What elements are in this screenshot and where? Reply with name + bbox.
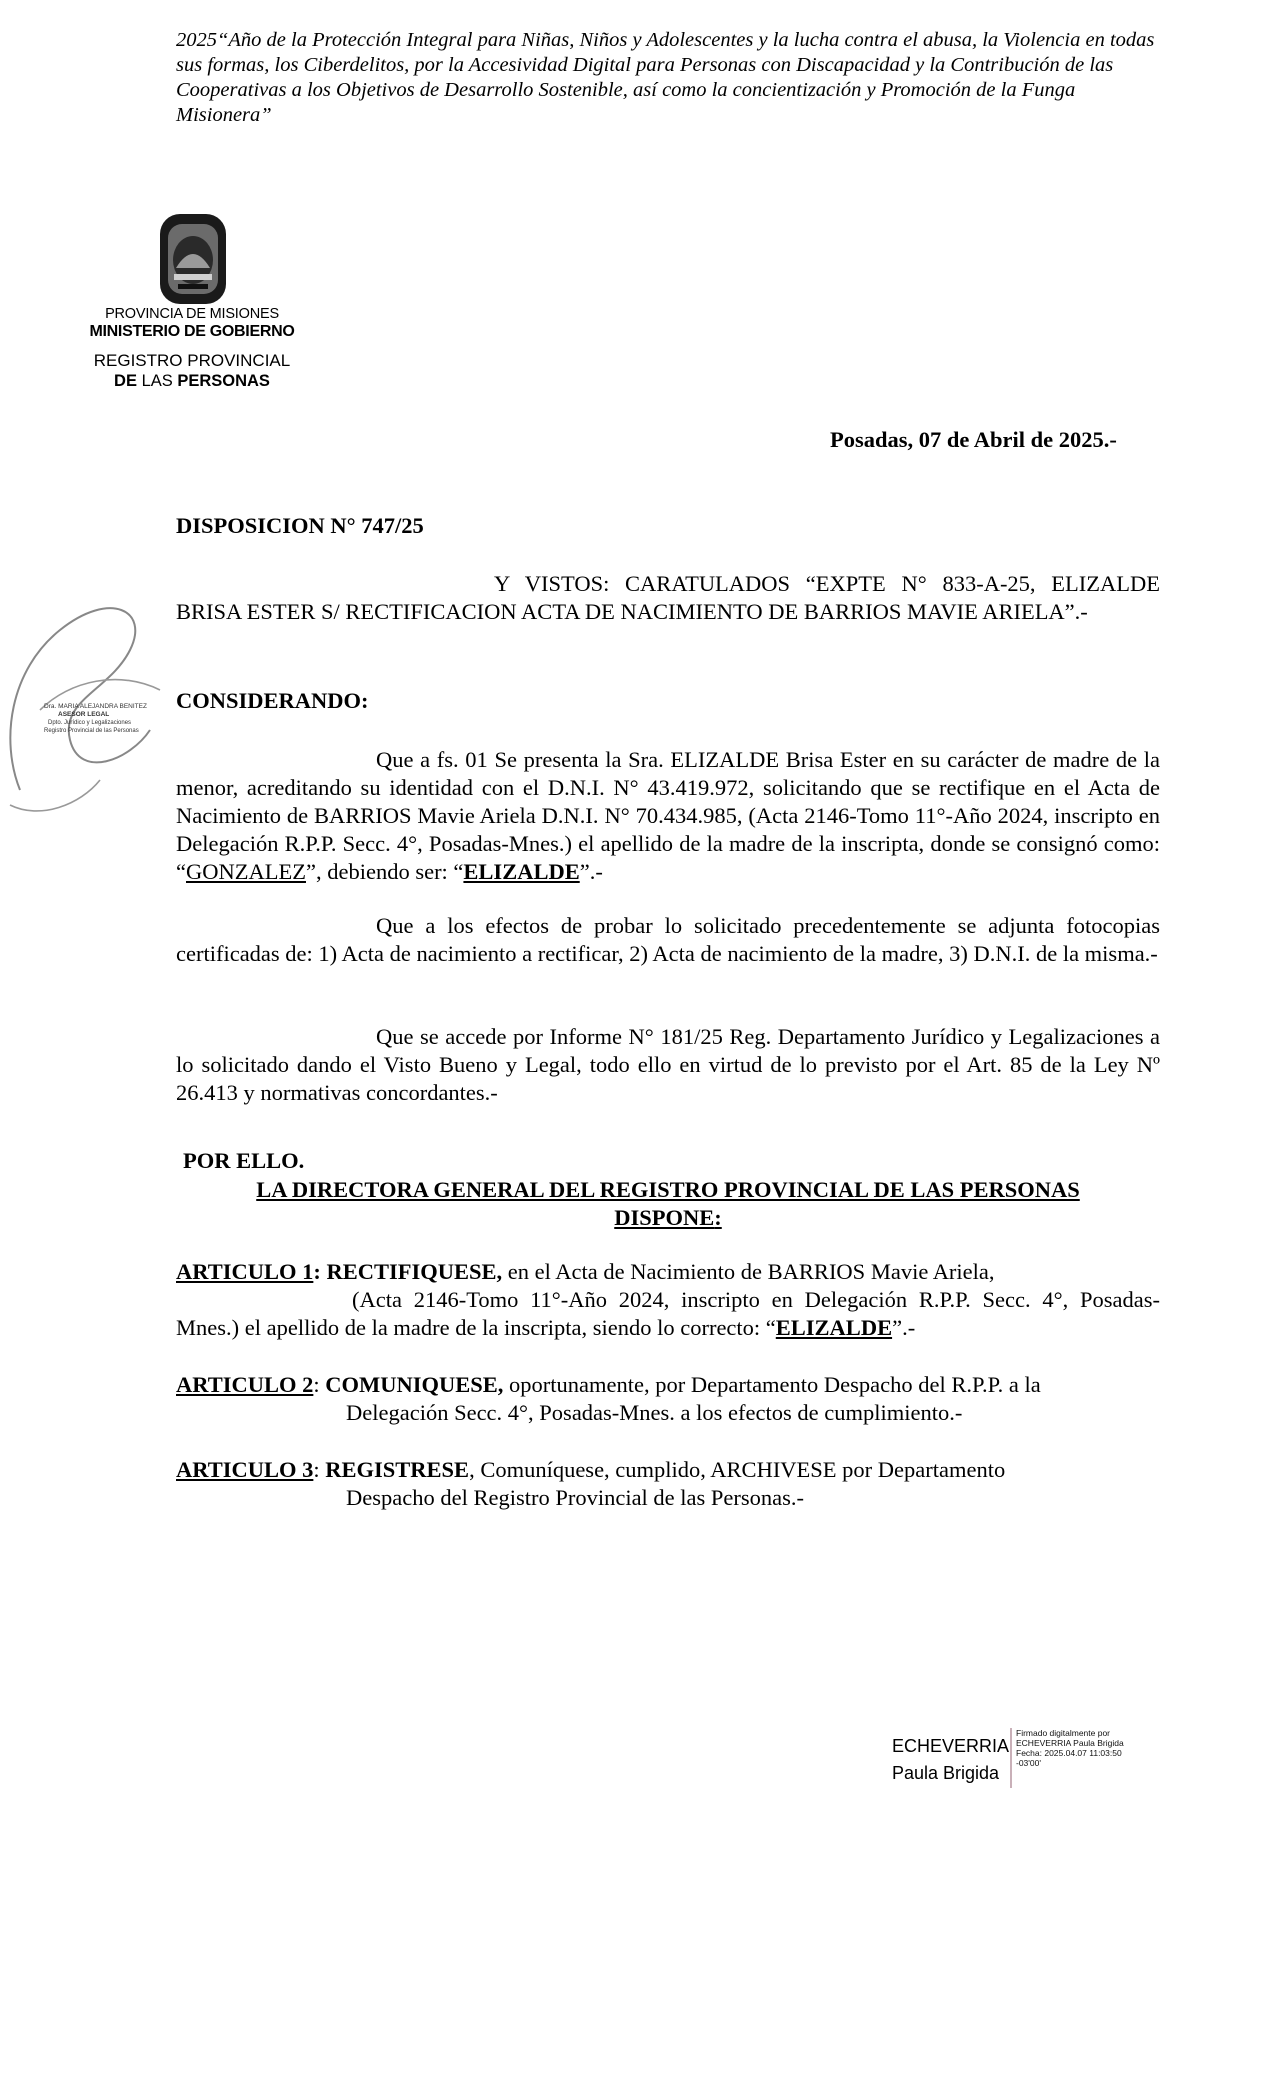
- handwritten-signature-stamp: [0, 590, 170, 820]
- correct-surname: ELIZALDE: [463, 859, 580, 884]
- signer-given-names: Paula Brigida: [892, 1763, 1000, 1783]
- header-motto: 2025“Año de la Protección Integral para Niñas, Niños y Adolescentes y la lucha contra el abusa, la Violencia en todas sus formas, los Ciberdelitos, por la Accesividad Digital para Personas con Discapacidad y la Contribución de las Cooperativas a los Objetivos de Desarrollo Sostenible, así como la concientización y Promoción de la Funga Misionera”: [176, 29, 1155, 126]
- considerando-paragraph-1: Que a fs. 01 Se presenta la Sra. ELIZALDE Brisa Ester en su carácter de madre de la menor, acreditando su identidad con el D.N.I. N° 43.419.972, solicitando que se rectifique en el Acta de Nacimiento de BARRIOS Mavie Ariela D.N.I. N° 70.434.985, (Acta 2146-Tomo 11°-Año 2024, inscripto en Delegación R.P.P. Secc. 4°, Posadas-Mnes.) el apellido de la madre de la inscripta, donde se consignó como: “GONZALEZ”, debiendo ser: “ELIZALDE”.-: [176, 747, 1160, 884]
- stamp-line-3: Dpto. Jurídico y Legalizaciones: [48, 720, 132, 726]
- stamp-line-2: ASESOR LEGAL: [58, 711, 110, 718]
- article-2: ARTICULO 2: COMUNIQUESE, oportunamente, por Departamento Despacho del R.P.P. a la Delegación Secc. 4°, Posadas-Mnes. a los efectos de cumplimiento.-: [176, 1372, 1041, 1425]
- disposicion-number: DISPOSICION N° 747/25: [176, 513, 424, 538]
- vistos-paragraph: Y VISTOS: CARATULADOS “EXPTE N° 833-A-25, ELIZALDE BRISA ESTER S/ RECTIFICACION ACTA DE NACIMIENTO DE BARRIOS MAVIE ARIELA”.-: [176, 571, 1160, 624]
- province-label: PROVINCIA DE MISIONES: [105, 306, 279, 322]
- registry-sublabel: DE LAS PERSONAS: [114, 372, 270, 390]
- considerando-paragraph-2: Que a los efectos de probar lo solicitado precedentemente se adjunta fotocopias certificadas de: 1) Acta de nacimiento a rectificar, 2) Acta de nacimiento de la madre, 3) D.N.I. de la misma.-: [176, 913, 1160, 966]
- signature-divider: [1010, 1728, 1012, 1788]
- considerando-paragraph-3: Que se accede por Informe N° 181/25 Reg. Departamento Jurídico y Legalizaciones a lo solicitado dando el Visto Bueno y Legal, todo ello en virtud de lo previsto por el Art. 85 de la Ley Nº 26.413 y normativas concordantes.-: [176, 1024, 1160, 1105]
- por-ello: POR ELLO.: [183, 1148, 305, 1173]
- stamp-line-1: Dra. MARIA ALEJANDRA BENITEZ: [44, 703, 147, 710]
- registry-label: REGISTRO PROVINCIAL: [93, 351, 291, 370]
- provincial-seal-icon: [138, 210, 248, 310]
- signer-surname: ECHEVERRIA: [892, 1736, 1010, 1756]
- article-3: ARTICULO 3: REGISTRESE, Comuníquese, cumplido, ARCHIVESE por Departamento Despacho del Registro Provincial de las Personas.-: [176, 1457, 1006, 1510]
- directora-heading: LA DIRECTORA GENERAL DEL REGISTRO PROVINCIAL DE LAS PERSONAS DISPONE:: [256, 1177, 1080, 1230]
- document-date: Posadas, 07 de Abril de 2025.-: [830, 427, 1117, 452]
- digital-signature: [892, 1728, 1182, 1788]
- stamp-line-4: Registro Provincial de las Personas: [44, 728, 139, 734]
- article-1: ARTICULO 1: RECTIFIQUESE, en el Acta de Nacimiento de BARRIOS Mavie Ariela, (Acta 2146-Tomo 11°-Año 2024, inscripto en Delegación R.P.P. Secc. 4°, Posadas-Mnes.) el apellido de la madre de la inscripta, siendo lo correcto: “ELIZALDE”.-: [176, 1259, 1160, 1340]
- ministry-label: MINISTERIO DE GOBIERNO: [89, 323, 295, 340]
- considerando-title: CONSIDERANDO:: [176, 688, 369, 713]
- signature-metadata: Firmado digitalmente por ECHEVERRIA Paula Brigida Fecha: 2025.04.07 11:03:50 -03'00': [1016, 1728, 1124, 1768]
- wrong-surname: GONZALEZ: [186, 859, 306, 884]
